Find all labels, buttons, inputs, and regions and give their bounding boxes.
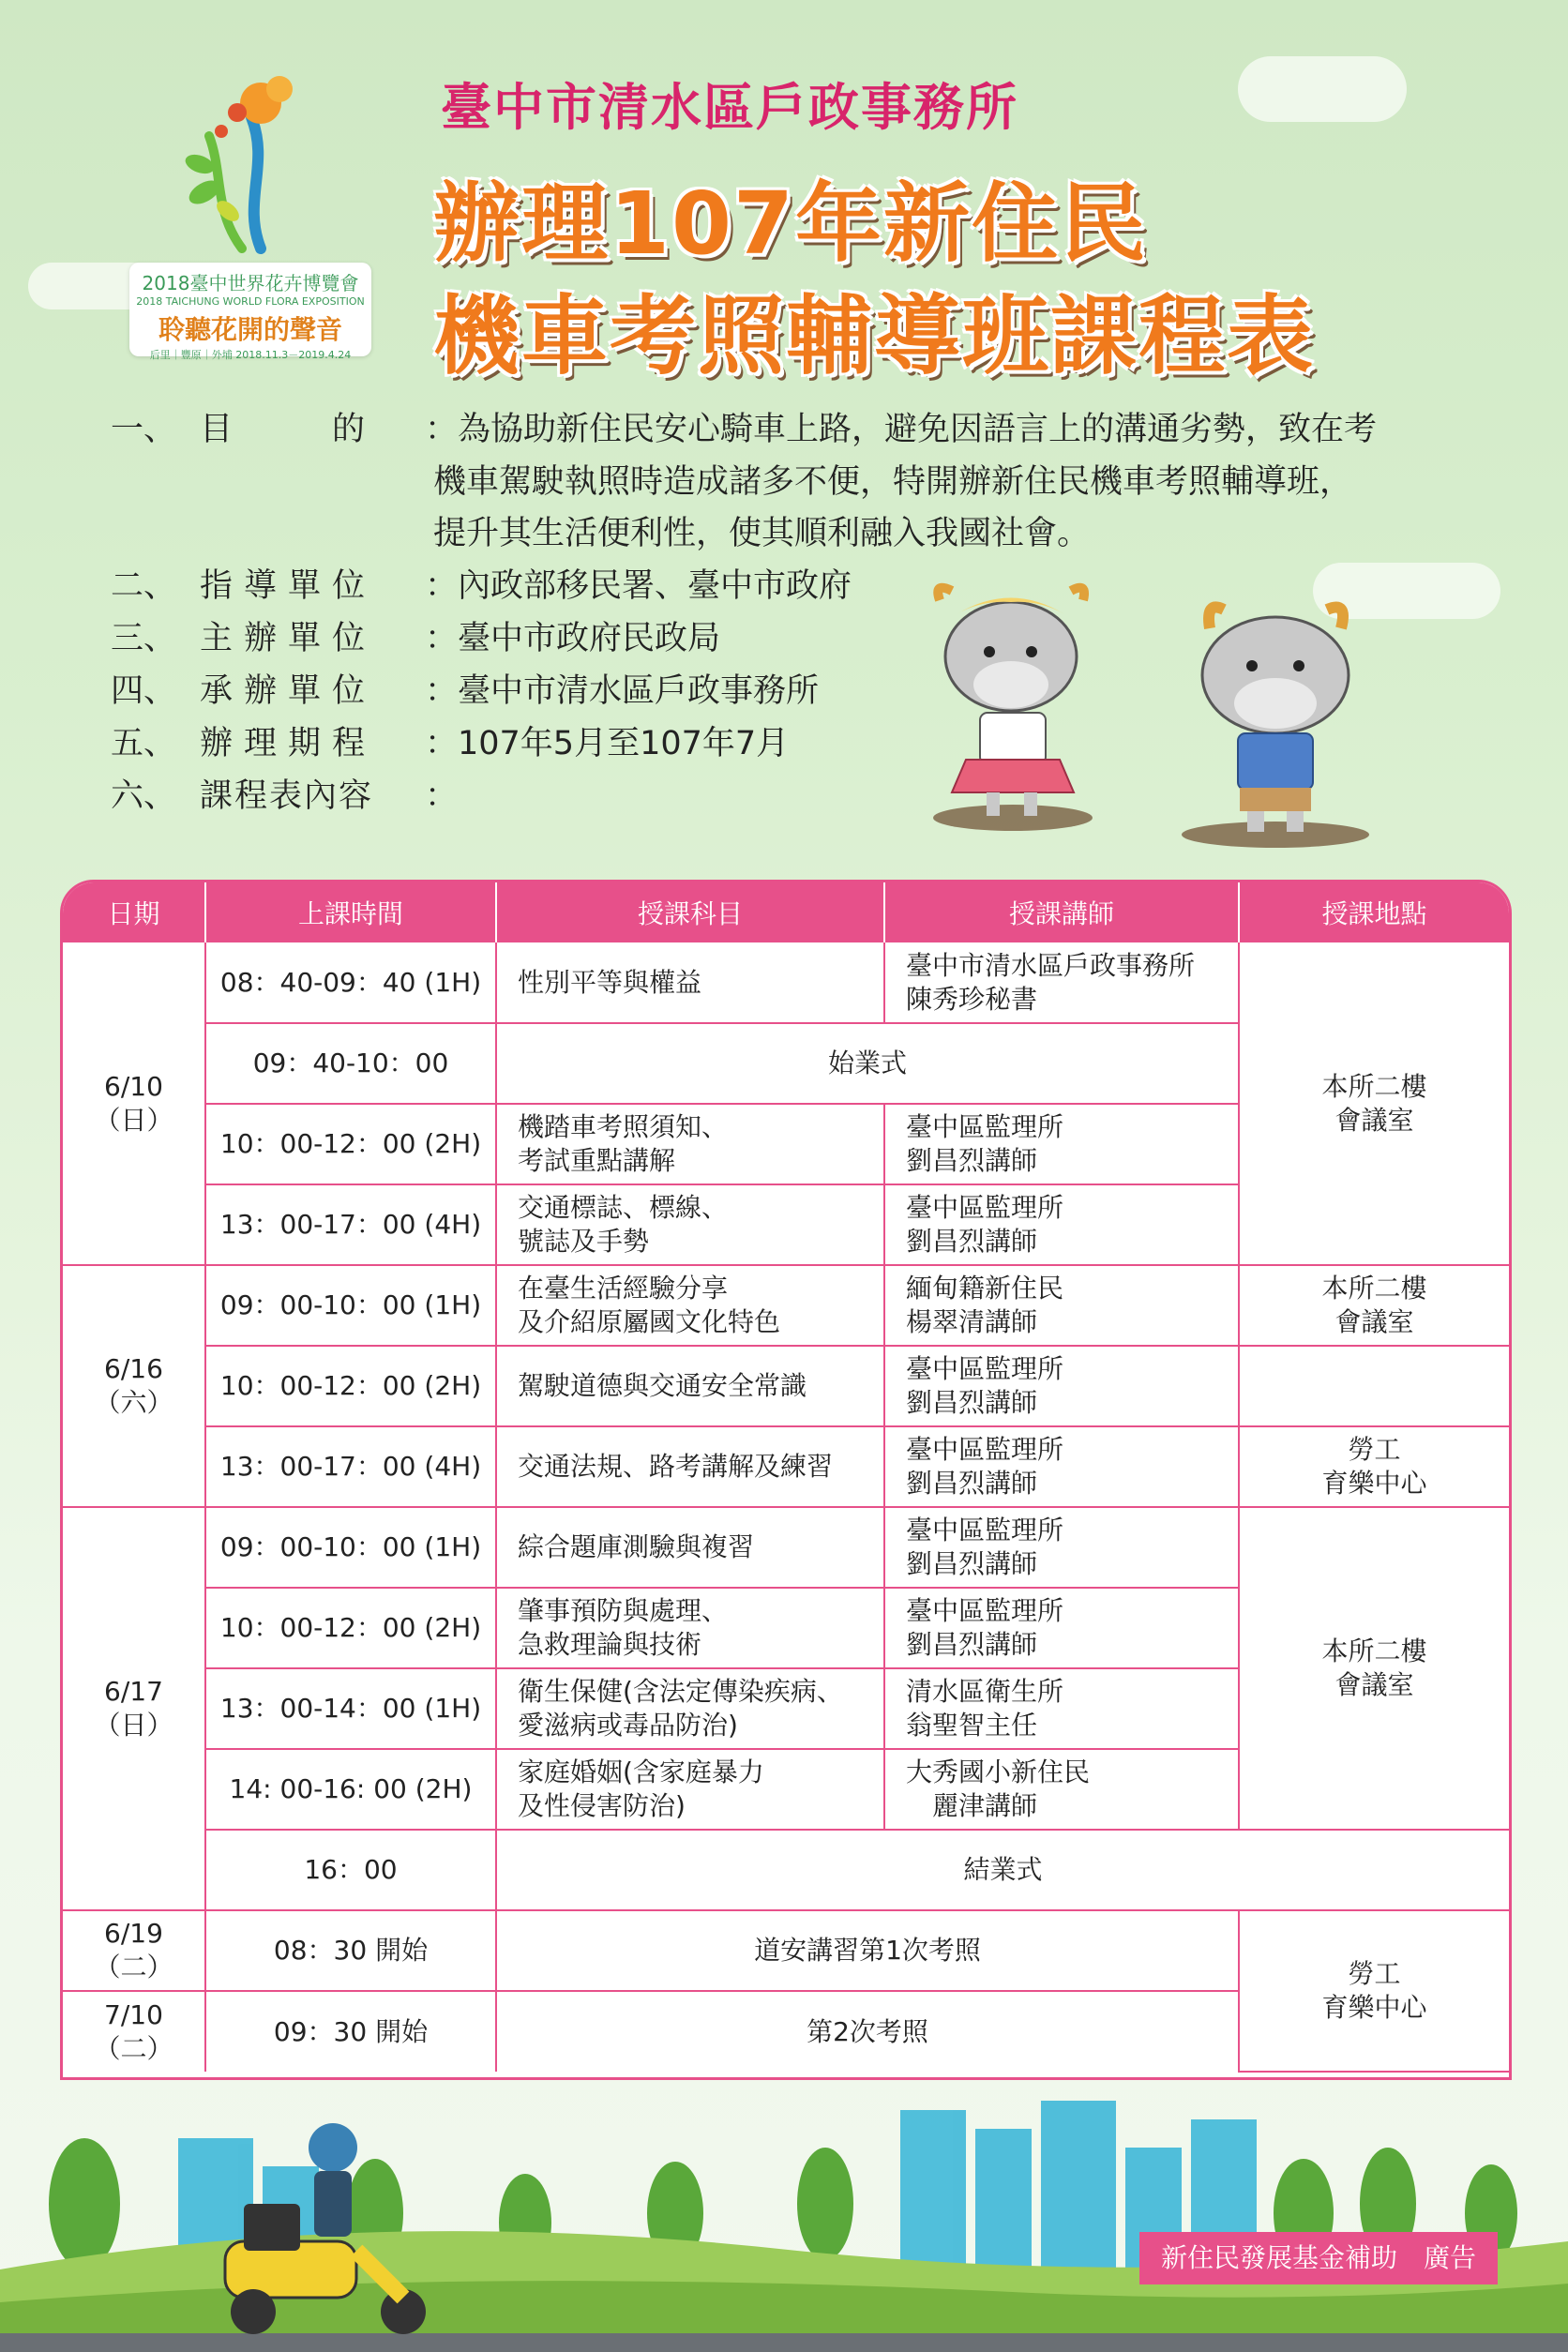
teacher-cell: 臺中區監理所 劉昌烈講師 [884, 1346, 1239, 1426]
time-cell: 08：40-09：40 (1H) [205, 942, 496, 1023]
info-value: ：內政部移民署、臺中市政府 [425, 567, 852, 605]
header-teacher: 授課講師 [884, 882, 1239, 942]
table-row [63, 1830, 1509, 1910]
table-row [63, 1346, 1509, 1426]
info-label: 目 的 [200, 411, 377, 448]
info-item-period [111, 717, 789, 764]
time-cell: 10：00-12：00 (2H) [205, 1104, 496, 1184]
info-label: 辦理期程 [200, 725, 377, 762]
info-num: 一、 [111, 411, 177, 448]
org-title: 臺中市清水區戶政事務所 [441, 78, 1018, 137]
subject-cell: 家庭婚姻(含家庭暴力 及性侵害防治) [496, 1749, 884, 1830]
expo-logo [129, 61, 373, 361]
info-label: 主辦單位 [200, 620, 377, 657]
subject-cell: 道安講習第1次考照 [496, 1910, 1239, 1991]
location-cell: 勞工 育樂中心 [1239, 1426, 1509, 1507]
teacher-cell: 清水區衛生所 翁聖智主任 [884, 1668, 1239, 1749]
logo-line-1: 2018臺中世界花卉博覽會 [142, 272, 359, 294]
info-label: 承辦單位 [200, 672, 377, 710]
time-cell: 10：00-12：00 (2H) [205, 1346, 496, 1426]
time-cell: 09：00-10：00 (1H) [205, 1507, 496, 1588]
schedule-table [60, 880, 1512, 2080]
teacher-cell: 臺中區監理所 劉昌烈講師 [884, 1507, 1239, 1588]
cloud-decoration [1238, 56, 1407, 122]
header-date: 日期 [63, 882, 205, 942]
boy-cow-icon [1202, 608, 1349, 833]
teacher-cell: 大秀國小新住民 麗津講師 [884, 1749, 1239, 1830]
flower-logo-icon [129, 61, 373, 267]
time-cell: 10：00-12：00 (2H) [205, 1588, 496, 1668]
time-cell: 13：00-17：00 (4H) [205, 1184, 496, 1265]
info-label: 課程表內容 [200, 777, 374, 815]
info-num: 五、 [111, 725, 177, 762]
subject-cell: 機踏車考照須知、 考試重點講解 [496, 1104, 884, 1184]
time-cell: 16：00 [205, 1830, 496, 1910]
girl-cow-icon [938, 588, 1084, 816]
info-item-schedule [111, 770, 458, 817]
logo-line-3: 聆聽花開的聲音 [158, 314, 342, 345]
subject-cell: 交通標誌、標線、 號誌及手勢 [496, 1184, 884, 1265]
teacher-cell: 緬甸籍新住民 楊翠清講師 [884, 1265, 1239, 1346]
info-num: 六、 [111, 777, 177, 815]
location-cell-empty [1239, 1346, 1509, 1426]
table-header-row [63, 882, 1509, 942]
date-cell: 6/19 （二） [63, 1910, 205, 1991]
logo-line-2: 2018 TAICHUNG WORLD FLORA EXPOSITION [136, 295, 365, 308]
main-title-line-1: 辦理107年新住民 [433, 173, 1149, 274]
info-label: 指導單位 [200, 567, 377, 605]
subject-cell: 綜合題庫測驗與複習 [496, 1507, 884, 1588]
table-row [63, 1910, 1509, 1991]
header-time: 上課時間 [205, 882, 496, 942]
time-cell: 13：00-17：00 (4H) [205, 1426, 496, 1507]
cow-mascots-illustration [900, 572, 1482, 863]
subject-cell: 性別平等與權益 [496, 942, 884, 1023]
info-num: 四、 [111, 672, 177, 710]
subject-cell: 駕駛道德與交通安全常識 [496, 1346, 884, 1426]
subject-cell: 交通法規、路考講解及練習 [496, 1426, 884, 1507]
teacher-cell: 臺中區監理所 劉昌烈講師 [884, 1104, 1239, 1184]
subject-cell: 在臺生活經驗分享 及介紹原屬國文化特色 [496, 1265, 884, 1346]
location-cell: 本所二樓 會議室 [1239, 1507, 1509, 1830]
date-cell: 6/16 （六） [63, 1265, 205, 1507]
subject-cell: 結業式 [496, 1830, 1509, 1910]
time-cell: 14: 00-16: 00 (2H) [205, 1749, 496, 1830]
date-cell: 6/17 （日） [63, 1507, 205, 1910]
info-value: ：臺中市政府民政局 [425, 620, 721, 657]
info-value: ： [425, 777, 459, 815]
teacher-cell: 臺中區監理所 劉昌烈講師 [884, 1588, 1239, 1668]
teacher-cell: 臺中區監理所 劉昌烈講師 [884, 1184, 1239, 1265]
info-num: 二、 [111, 567, 177, 605]
ad-label: 新住民發展基金補助 廣告 [1139, 2232, 1498, 2284]
info-item-executor [111, 665, 819, 712]
header-location: 授課地點 [1239, 882, 1509, 942]
time-cell: 13：00-14：00 (1H) [205, 1668, 496, 1749]
teacher-cell: 臺中市清水區戶政事務所 陳秀珍秘書 [884, 942, 1239, 1023]
purpose-continued-2: 提升其生活便利性，使其順利融入我國社會。 [433, 515, 1091, 552]
table-row [63, 1507, 1509, 1588]
location-cell: 本所二樓 會議室 [1239, 1265, 1509, 1346]
header-subject: 授課科目 [496, 882, 884, 942]
subject-cell: 第2次考照 [496, 1991, 1239, 2072]
info-value: ：臺中市清水區戶政事務所 [425, 672, 820, 710]
subject-cell: 衛生保健(含法定傳染疾病、 愛滋病或毒品防治) [496, 1668, 884, 1749]
time-cell: 09：30 開始 [205, 1991, 496, 2072]
date-cell: 7/10 （二） [63, 1991, 205, 2072]
expo-logo-text [129, 263, 371, 361]
time-cell: 09：00-10：00 (1H) [205, 1265, 496, 1346]
subject-cell: 始業式 [496, 1023, 1239, 1104]
time-cell: 09：40-10：00 [205, 1023, 496, 1104]
location-cell: 本所二樓 會議室 [1239, 942, 1509, 1265]
logo-line-4: 后里｜豐原｜外埔 2018.11.3－2019.4.24 [149, 349, 352, 361]
date-cell: 6/10 （日） [63, 942, 205, 1265]
table-row [63, 1265, 1509, 1346]
purpose-continued-1: 機車駕駛執照時造成諸多不便，特開辦新住民機車考照輔導班， [433, 463, 1353, 501]
table-row [63, 942, 1509, 1023]
table-row [63, 1426, 1509, 1507]
info-item-organizer [111, 612, 720, 659]
info-item-purpose [111, 403, 1377, 450]
teacher-cell: 臺中區監理所 劉昌烈講師 [884, 1426, 1239, 1507]
info-value: ：為協助新住民安心騎車上路，避免因語言上的溝通劣勢，致在考 [425, 411, 1378, 448]
footer-scenery-illustration [0, 2091, 1568, 2352]
info-value: ：107年5月至107年7月 [425, 725, 790, 762]
location-cell: 勞工 育樂中心 [1239, 1910, 1509, 2072]
time-cell: 08：30 開始 [205, 1910, 496, 1991]
info-item-guidance [111, 560, 852, 607]
main-title-line-2: 機車考照輔導班課程表 [433, 286, 1316, 386]
info-num: 三、 [111, 620, 177, 657]
subject-cell: 肇事預防與處理、 急救理論與技術 [496, 1588, 884, 1668]
